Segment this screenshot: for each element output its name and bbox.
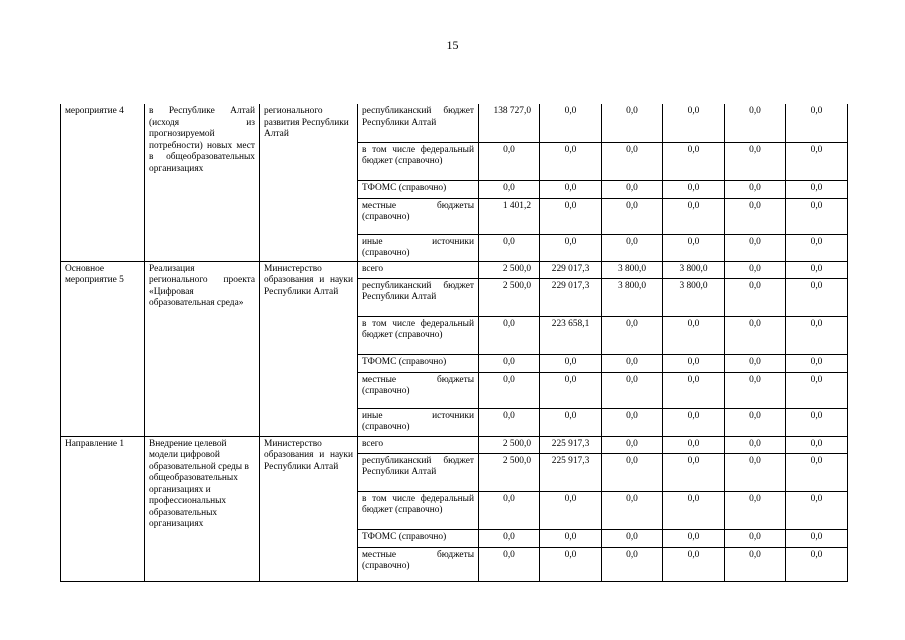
funding-source-cell: ТФОМС (справочно) (358, 354, 479, 372)
value-cell: 0,0 (663, 453, 725, 491)
value-cell: 0,0 (786, 198, 848, 234)
table-row (61, 436, 848, 453)
value-cell: 0,0 (725, 104, 786, 142)
value-cell: 0,0 (602, 142, 663, 180)
value-cell: 0,0 (479, 372, 540, 408)
value-cell: 0,0 (540, 547, 602, 581)
value-cell: 0,0 (725, 408, 786, 436)
value-cell: 0,0 (786, 491, 848, 529)
value-cell: 0,0 (602, 316, 663, 354)
value-cell: 229 017,3 (540, 278, 602, 316)
value-cell: 0,0 (725, 316, 786, 354)
value-cell: 0,0 (602, 234, 663, 261)
value-cell: 0,0 (602, 372, 663, 408)
value-cell: 0,0 (786, 142, 848, 180)
funding-source-cell: ТФОМС (справочно) (358, 529, 479, 547)
event-description-cell: Внедрение целевой модели цифровой образовательной среды в общеобразовательных организациях и профессиональных образовательных организациях (145, 436, 260, 581)
value-cell: 0,0 (540, 180, 602, 198)
value-cell: 0,0 (786, 316, 848, 354)
table-row (61, 104, 848, 142)
value-cell: 0,0 (725, 547, 786, 581)
event-name-cell: Основное мероприятие 5 (61, 261, 145, 436)
responsible-cell: Министерство образования и науки Республики Алтай (260, 436, 358, 581)
funding-source-cell: в том числе федеральный бюджет (справочно) (358, 142, 479, 180)
value-cell: 2 500,0 (479, 453, 540, 491)
value-cell: 0,0 (786, 234, 848, 261)
funding-source-cell: ТФОМС (справочно) (358, 180, 479, 198)
value-cell: 0,0 (663, 104, 725, 142)
funding-source-cell: республиканский бюджет Республики Алтай (358, 453, 479, 491)
value-cell: 3 800,0 (602, 278, 663, 316)
value-cell: 0,0 (786, 354, 848, 372)
funding-source-cell: республиканский бюджет Республики Алтай (358, 104, 479, 142)
event-name-cell: мероприятие 4 (61, 104, 145, 261)
value-cell: 0,0 (602, 198, 663, 234)
value-cell: 0,0 (602, 453, 663, 491)
value-cell: 0,0 (663, 316, 725, 354)
value-cell: 225 917,3 (540, 436, 602, 453)
value-cell: 0,0 (663, 142, 725, 180)
event-description-cell: в Республике Алтай (исходя из прогнозируемой потребности) новых мест в общеобразовательных организациях (145, 104, 260, 261)
value-cell: 0,0 (786, 261, 848, 278)
funding-source-cell: местные бюджеты (справочно) (358, 198, 479, 234)
value-cell: 0,0 (663, 408, 725, 436)
value-cell: 0,0 (786, 436, 848, 453)
funding-source-cell: иные источники (справочно) (358, 234, 479, 261)
value-cell: 0,0 (725, 372, 786, 408)
funding-source-cell: местные бюджеты (справочно) (358, 372, 479, 408)
value-cell: 0,0 (602, 436, 663, 453)
value-cell: 0,0 (479, 354, 540, 372)
value-cell: 0,0 (540, 234, 602, 261)
responsible-cell: регионального развития Республики Алтай (260, 104, 358, 261)
value-cell: 1 401,2 (479, 198, 540, 234)
funding-source-cell: республиканский бюджет Республики Алтай (358, 278, 479, 316)
value-cell: 0,0 (725, 529, 786, 547)
budget-table (60, 104, 848, 582)
value-cell: 0,0 (725, 436, 786, 453)
value-cell: 0,0 (479, 408, 540, 436)
value-cell: 223 658,1 (540, 316, 602, 354)
value-cell: 0,0 (602, 547, 663, 581)
funding-source-cell: всего (358, 436, 479, 453)
value-cell: 0,0 (479, 234, 540, 261)
value-cell: 0,0 (725, 491, 786, 529)
value-cell: 0,0 (663, 547, 725, 581)
value-cell: 0,0 (663, 491, 725, 529)
value-cell: 0,0 (540, 104, 602, 142)
responsible-cell: Министерство образования и науки Республики Алтай (260, 261, 358, 436)
value-cell: 0,0 (663, 372, 725, 408)
value-cell: 0,0 (725, 234, 786, 261)
value-cell: 0,0 (602, 354, 663, 372)
value-cell: 229 017,3 (540, 261, 602, 278)
value-cell: 0,0 (602, 408, 663, 436)
value-cell: 0,0 (786, 547, 848, 581)
value-cell: 0,0 (602, 180, 663, 198)
value-cell: 138 727,0 (479, 104, 540, 142)
value-cell: 0,0 (725, 180, 786, 198)
value-cell: 0,0 (663, 198, 725, 234)
value-cell: 0,0 (663, 529, 725, 547)
funding-source-cell: иные источники (справочно) (358, 408, 479, 436)
value-cell: 0,0 (786, 529, 848, 547)
value-cell: 0,0 (479, 316, 540, 354)
value-cell: 0,0 (786, 278, 848, 316)
funding-source-cell: местные бюджеты (справочно) (358, 547, 479, 581)
value-cell: 0,0 (540, 198, 602, 234)
event-description-cell: Реализация регионального проекта «Цифровая образовательная среда» (145, 261, 260, 436)
funding-source-cell: в том числе федеральный бюджет (справочно) (358, 316, 479, 354)
value-cell: 0,0 (786, 180, 848, 198)
value-cell: 0,0 (786, 453, 848, 491)
value-cell: 0,0 (479, 547, 540, 581)
value-cell: 0,0 (725, 453, 786, 491)
value-cell: 225 917,3 (540, 453, 602, 491)
value-cell: 0,0 (663, 234, 725, 261)
value-cell: 0,0 (479, 529, 540, 547)
value-cell: 0,0 (540, 408, 602, 436)
value-cell: 0,0 (602, 104, 663, 142)
value-cell: 0,0 (540, 491, 602, 529)
table-row (61, 261, 848, 278)
value-cell: 0,0 (786, 104, 848, 142)
value-cell: 0,0 (540, 529, 602, 547)
funding-source-cell: всего (358, 261, 479, 278)
value-cell: 0,0 (540, 142, 602, 180)
value-cell: 0,0 (725, 278, 786, 316)
value-cell: 0,0 (663, 180, 725, 198)
value-cell: 0,0 (479, 180, 540, 198)
value-cell: 3 800,0 (602, 261, 663, 278)
funding-source-cell: в том числе федеральный бюджет (справочно) (358, 491, 479, 529)
value-cell: 0,0 (725, 261, 786, 278)
value-cell: 0,0 (602, 491, 663, 529)
value-cell: 0,0 (479, 491, 540, 529)
value-cell: 0,0 (725, 142, 786, 180)
value-cell: 2 500,0 (479, 278, 540, 316)
value-cell: 0,0 (725, 354, 786, 372)
value-cell: 0,0 (725, 198, 786, 234)
value-cell: 3 800,0 (663, 278, 725, 316)
value-cell: 0,0 (786, 372, 848, 408)
value-cell: 0,0 (786, 408, 848, 436)
value-cell: 0,0 (540, 354, 602, 372)
value-cell: 2 500,0 (479, 436, 540, 453)
event-name-cell: Направление 1 (61, 436, 145, 581)
value-cell: 0,0 (663, 436, 725, 453)
value-cell: 2 500,0 (479, 261, 540, 278)
value-cell: 0,0 (479, 142, 540, 180)
value-cell: 0,0 (540, 372, 602, 408)
value-cell: 3 800,0 (663, 261, 725, 278)
value-cell: 0,0 (602, 529, 663, 547)
page-number: 15 (446, 38, 459, 52)
value-cell: 0,0 (663, 354, 725, 372)
